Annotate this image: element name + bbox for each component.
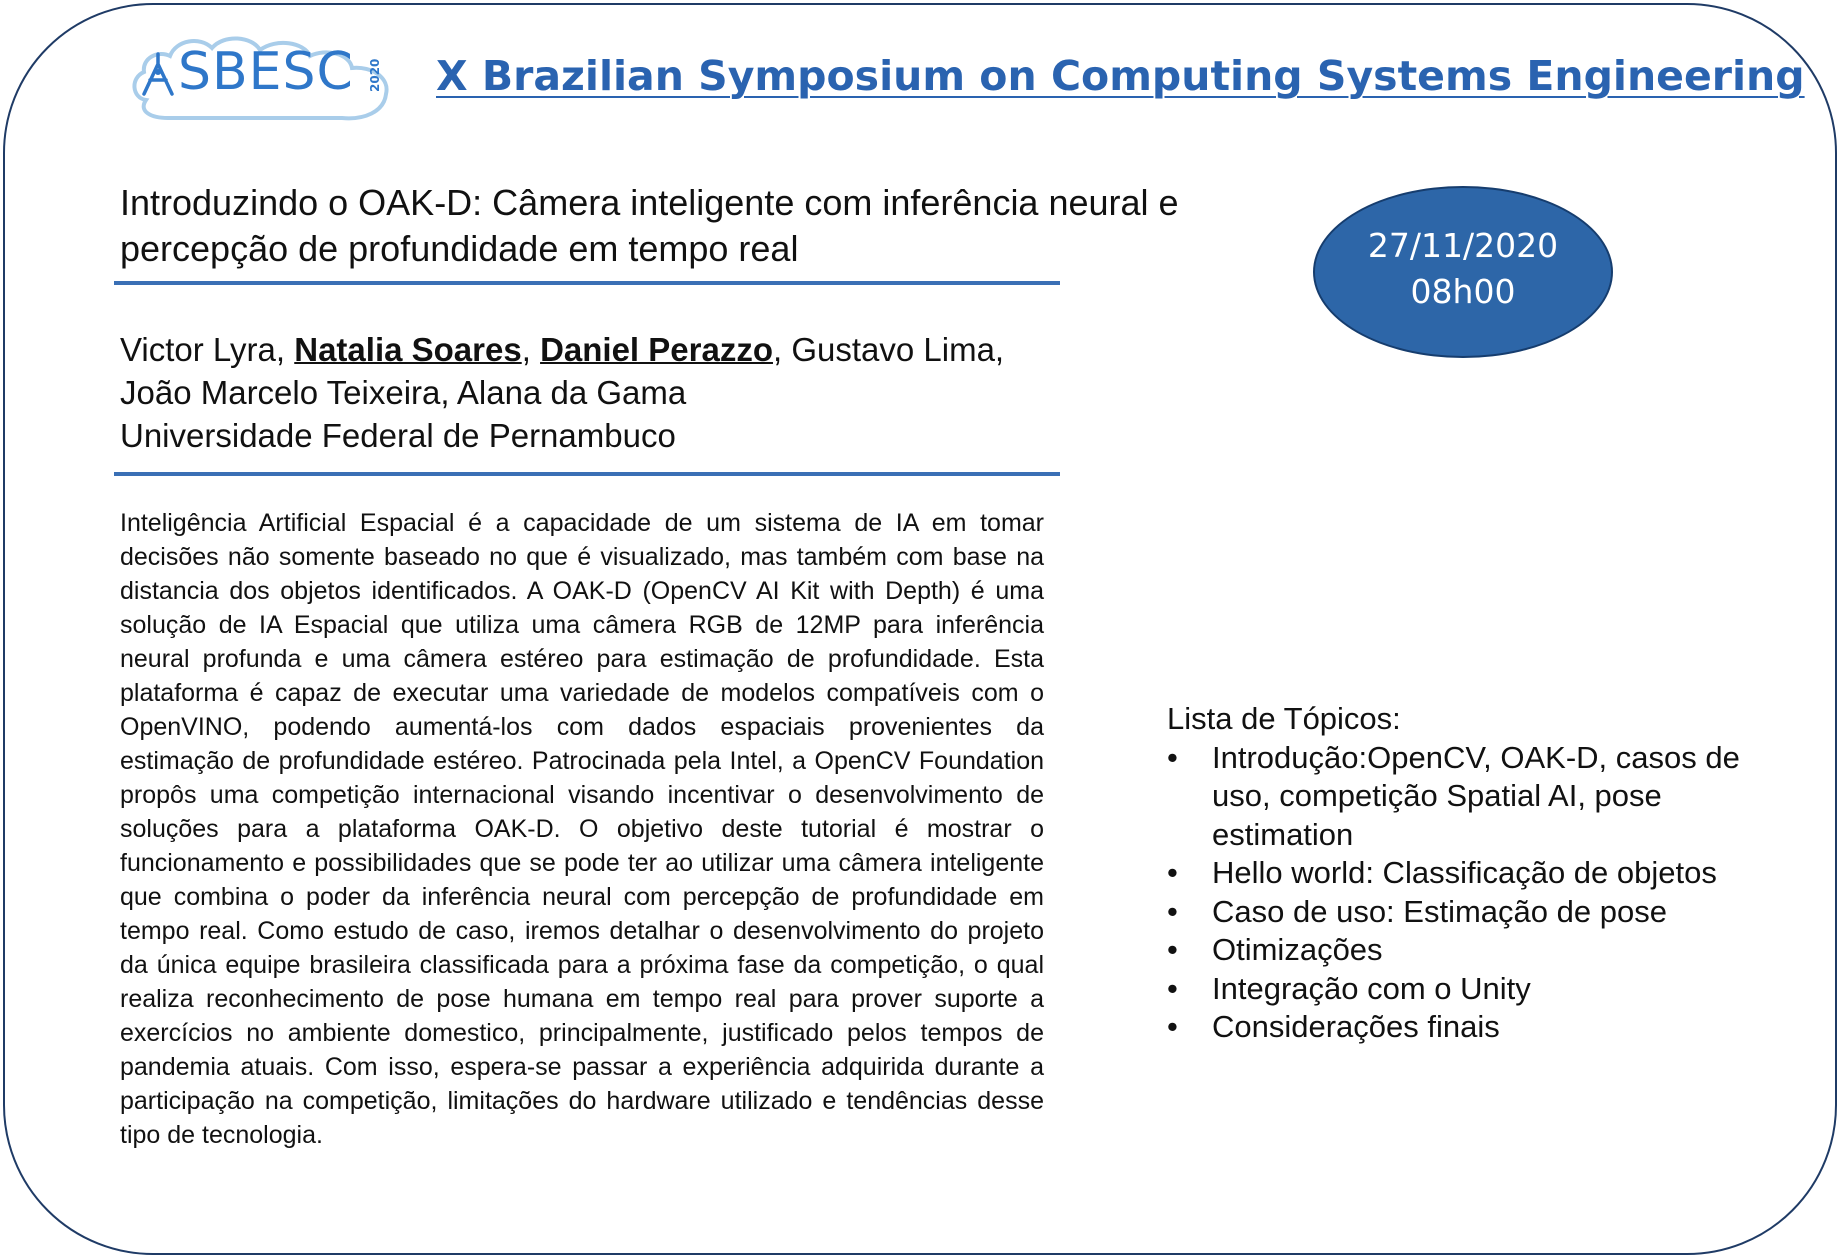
author-name: Gustavo Lima: [791, 331, 995, 368]
topics-heading: Lista de Tópicos:: [1167, 701, 1401, 736]
talk-title: Introduzindo o OAK-D: Câmera inteligente com inferência neural e percepção de profundidade em tempo real: [120, 182, 1179, 269]
author-separator: ,: [994, 331, 1005, 368]
topic-item: • Integração com o Unity: [1167, 970, 1767, 1009]
authors-block: [120, 328, 1120, 457]
affiliation: Universidade Federal de Pernambuco: [120, 417, 676, 454]
author-separator: ,: [440, 374, 457, 411]
topic-item: • Considerações finais: [1167, 1008, 1767, 1047]
author-separator: ,: [275, 331, 295, 368]
author-separator: ,: [772, 331, 792, 368]
author-name: João Marcelo Teixeira: [120, 374, 441, 411]
divider-title: [114, 281, 1060, 285]
author-name-presenter: Natalia Soares: [294, 331, 522, 368]
sbesc-logo: [128, 28, 404, 126]
talk-time: 08h00: [1410, 272, 1516, 311]
antenna-logo-mark: [138, 50, 178, 98]
topics-items: [1167, 739, 1767, 1047]
topic-item: • Hello world: Classificação de objetos: [1167, 854, 1767, 893]
author-name: Alana da Gama: [456, 374, 687, 411]
logo-text: SBESC: [178, 42, 354, 102]
author-list: [120, 328, 1120, 414]
author-name: Victor Lyra: [120, 331, 276, 368]
author-separator: ,: [521, 331, 541, 368]
logo-year: 2020: [368, 58, 382, 92]
abstract-text: Inteligência Artificial Espacial é a capacidade de um sistema de IA em tomar decisões não somente baseado no que é visualizado, mas também com base na distancia dos objetos identificados. A OAK-D (OpenCV AI Kit with Depth) é uma solução de IA Espacial que utiliza uma câmera RGB de 12MP para inferência neural profunda e uma câmera estéreo para estimação de profundidade. Esta plataforma é capaz de executar uma variedade de modelos compatíveis com o OpenVINO, podendo aumentá-los com dados espaciais provenientes da estimação de profundidade estéreo. Patrocinada pela Intel, a OpenCV Foundation propôs uma competição internacional visando incentivar o desenvolvimento de soluções para a plataforma OAK-D. O objetivo deste tutorial é mostrar o funcionamento e possibilidades que se pode ter ao utilizar uma câmera inteligente que combina o poder da inferência neural com percepção de profundidade em tempo real. Como estudo de caso, iremos detalhar o desenvolvimento do projeto da única equipe brasileira classificada para a próxima fase da competição, o qual realiza reconhecimento de pose humana em tempo real para prover suporte a exercícios no ambiente domestico, principalmente, justificado pelos tempos de pandemia atuais. Com isso, espera-se passar a experiência adquirida durante a participação na competição, limitações do hardware utilizado e tendências desse tipo de tecnologia.: [120, 509, 1044, 1149]
date-badge: [1313, 186, 1613, 358]
topic-item: • Caso de uso: Estimação de pose: [1167, 893, 1767, 932]
topics-list: [1167, 700, 1767, 1047]
divider-authors: [114, 472, 1060, 476]
conference-title[interactable]: X Brazilian Symposium on Computing Systems Engineering: [436, 52, 1805, 100]
talk-date: 27/11/2020: [1367, 226, 1559, 265]
topic-item: • Otimizações: [1167, 931, 1767, 970]
author-name-presenter: Daniel Perazzo: [540, 331, 773, 368]
topic-item: • Introdução:OpenCV, OAK-D, casos de uso, competição Spatial AI, pose estimation: [1167, 739, 1767, 855]
